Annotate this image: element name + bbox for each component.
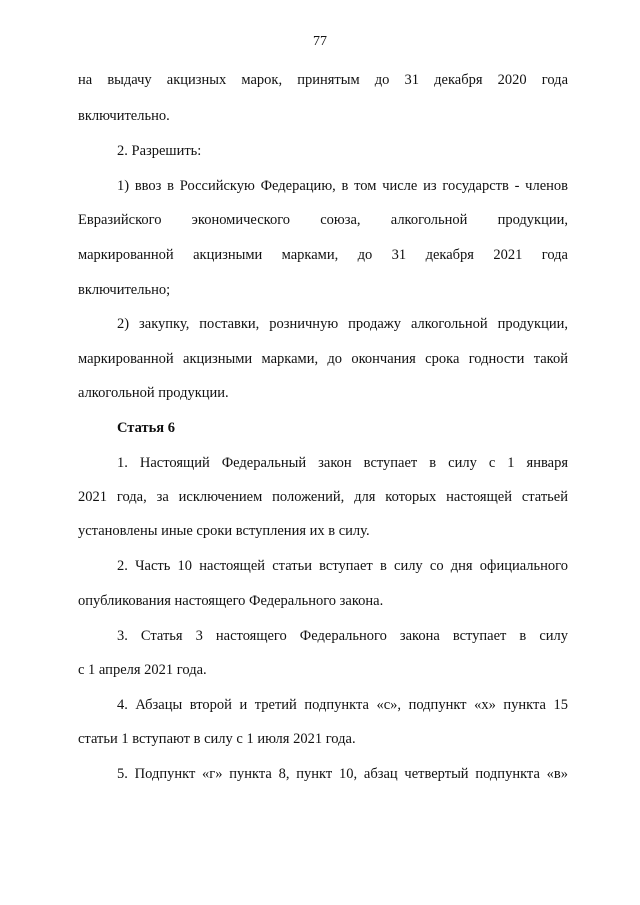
text-line: статьи 1 вступают в силу с 1 июля 2021 года. xyxy=(78,731,356,747)
text-line: 3. Статья 3 настоящего Федерального закона вступает в силу xyxy=(117,628,568,644)
text-line: 1) ввоз в Российскую Федерацию, в том числе из государств - членов xyxy=(117,178,568,194)
text-line: Евразийского экономического союза, алкогольной продукции, xyxy=(78,212,568,228)
text-line: включительно; xyxy=(78,282,171,298)
page-number: 77 xyxy=(313,34,327,49)
text-line: установлены иные сроки вступления их в силу. xyxy=(78,523,370,539)
text-line: 2021 года, за исключением положений, для которых настоящей статьей xyxy=(78,489,568,505)
text-line: опубликования настоящего Федерального закона. xyxy=(78,593,384,609)
text-line: с 1 апреля 2021 года. xyxy=(78,662,207,678)
text-line: маркированной акцизными марками, до 31 декабря 2021 года xyxy=(78,247,568,263)
text-line: 5. Подпункт «г» пункта 8, пункт 10, абзац четвертый подпункта «в» xyxy=(117,766,568,782)
text-line: на выдачу акцизных марок, принятым до 31 декабря 2020 года xyxy=(78,72,568,88)
article-heading: Статья 6 xyxy=(117,420,175,436)
text-line: включительно. xyxy=(78,108,170,124)
text-line: маркированной акцизными марками, до окончания срока годности такой xyxy=(78,351,568,367)
text-line: 2) закупку, поставки, розничную продажу алкогольной продукции, xyxy=(117,316,568,332)
text-line: 4. Абзацы второй и третий подпункта «с», подпункт «х» пункта 15 xyxy=(117,697,568,713)
text-line: алкогольной продукции. xyxy=(78,385,229,401)
text-line: 2. Часть 10 настоящей статьи вступает в силу со дня официального xyxy=(117,558,568,574)
text-line: 1. Настоящий Федеральный закон вступает в силу с 1 января xyxy=(117,455,568,471)
text-line: 2. Разрешить: xyxy=(117,143,202,159)
